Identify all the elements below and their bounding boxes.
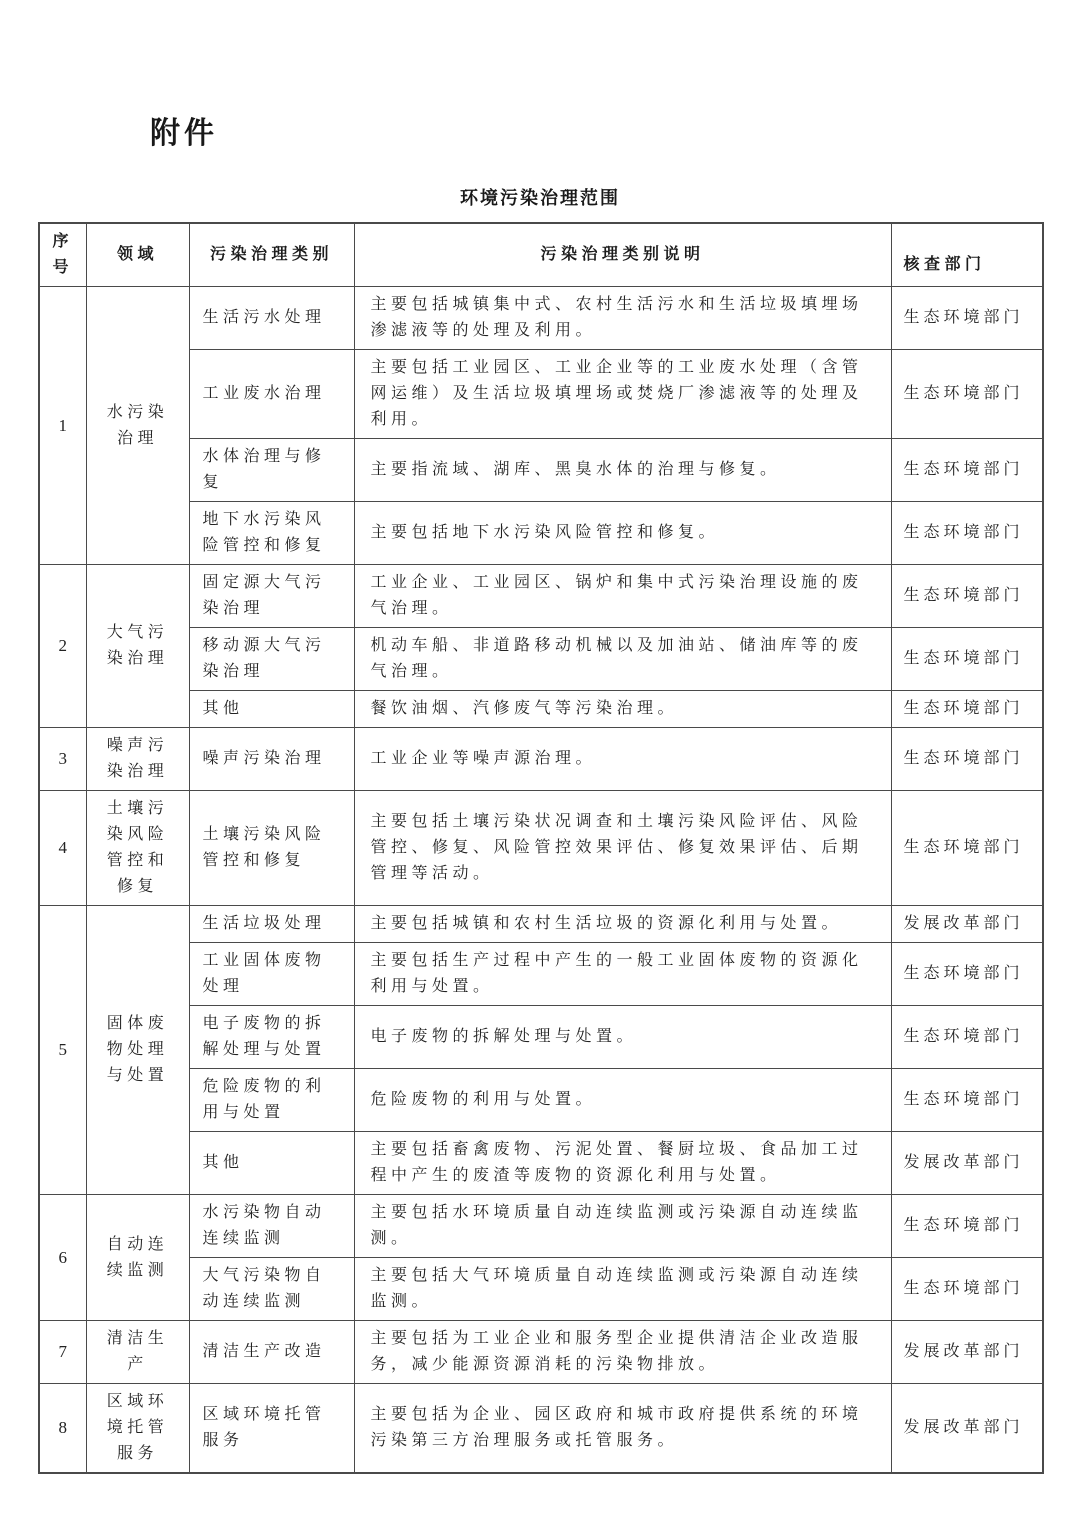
field-cell: 土壤污染风险管控和修复 — [86, 791, 189, 906]
index-cell: 5 — [39, 906, 86, 1195]
table-row — [39, 1321, 1043, 1384]
category-cell: 清洁生产改造 — [189, 1321, 354, 1384]
category-cell: 地下水污染风险管控和修复 — [189, 502, 354, 565]
table-row — [39, 1132, 1043, 1195]
table-row — [39, 791, 1043, 906]
table-row — [39, 1384, 1043, 1474]
field-cell: 清洁生产 — [86, 1321, 189, 1384]
category-cell: 区域环境托管服务 — [189, 1384, 354, 1474]
department-cell: 生态环境部门 — [891, 791, 1043, 906]
description-cell: 餐饮油烟、汽修废气等污染治理。 — [354, 691, 891, 728]
table-title: 环境污染治理范围 — [460, 188, 620, 208]
table-row — [39, 906, 1043, 943]
field-cell: 区域环境托管服务 — [86, 1384, 189, 1474]
table-row — [39, 628, 1043, 691]
department-cell: 发展改革部门 — [891, 1132, 1043, 1195]
category-cell: 生活垃圾处理 — [189, 906, 354, 943]
table-row — [39, 1006, 1043, 1069]
field-cell: 水污染治理 — [86, 287, 189, 565]
attachment-label: 附件 — [150, 117, 218, 150]
header-row — [39, 223, 1043, 287]
description-cell: 工业企业、工业园区、锅炉和集中式污染治理设施的废气治理。 — [354, 565, 891, 628]
description-cell: 主要包括为工业企业和服务型企业提供清洁企业改造服务，减少能源资源消耗的污染物排放。 — [354, 1321, 891, 1384]
department-cell: 发展改革部门 — [891, 906, 1043, 943]
table-row — [39, 565, 1043, 628]
description-cell: 主要包括地下水污染风险管控和修复。 — [354, 502, 891, 565]
department-cell: 生态环境部门 — [891, 1195, 1043, 1258]
table-row — [39, 943, 1043, 1006]
description-cell: 主要包括水环境质量自动连续监测或污染源自动连续监测。 — [354, 1195, 891, 1258]
department-cell: 生态环境部门 — [891, 1069, 1043, 1132]
description-cell: 主要包括工业园区、工业企业等的工业废水处理（含管网运维）及生活垃圾填埋场或焚烧厂渗滤液等的处理及利用。 — [354, 350, 891, 439]
department-cell: 生态环境部门 — [891, 691, 1043, 728]
table-row — [39, 350, 1043, 439]
department-cell: 生态环境部门 — [891, 502, 1043, 565]
description-cell: 机动车船、非道路移动机械以及加油站、储油库等的废气治理。 — [354, 628, 891, 691]
category-cell: 噪声污染治理 — [189, 728, 354, 791]
category-cell: 危险废物的利用与处置 — [189, 1069, 354, 1132]
category-cell: 移动源大气污染治理 — [189, 628, 354, 691]
field-cell: 自动连续监测 — [86, 1195, 189, 1321]
description-cell: 主要包括城镇集中式、农村生活污水和生活垃圾填埋场渗滤液等的处理及利用。 — [354, 287, 891, 350]
table-row — [39, 287, 1043, 350]
table-row — [39, 502, 1043, 565]
description-cell: 主要指流域、湖库、黑臭水体的治理与修复。 — [354, 439, 891, 502]
category-cell: 生活污水处理 — [189, 287, 354, 350]
department-cell: 生态环境部门 — [891, 1258, 1043, 1321]
category-cell: 工业固体废物处理 — [189, 943, 354, 1006]
table-row — [39, 1258, 1043, 1321]
index-cell: 8 — [39, 1384, 86, 1474]
header-field: 领域 — [86, 223, 189, 287]
description-cell: 主要包括生产过程中产生的一般工业固体废物的资源化利用与处置。 — [354, 943, 891, 1006]
table-row — [39, 691, 1043, 728]
department-cell: 生态环境部门 — [891, 565, 1043, 628]
index-cell: 3 — [39, 728, 86, 791]
header-category: 污染治理类别 — [189, 223, 354, 287]
field-cell: 固体废物处理与处置 — [86, 906, 189, 1195]
header-description: 污染治理类别说明 — [354, 223, 891, 287]
index-cell: 1 — [39, 287, 86, 565]
category-cell: 固定源大气污染治理 — [189, 565, 354, 628]
field-cell: 大气污染治理 — [86, 565, 189, 728]
category-cell: 水污染物自动连续监测 — [189, 1195, 354, 1258]
table-row — [39, 728, 1043, 791]
description-cell: 危险废物的利用与处置。 — [354, 1069, 891, 1132]
index-cell: 2 — [39, 565, 86, 728]
table-row — [39, 1069, 1043, 1132]
table-row — [39, 439, 1043, 502]
index-cell: 7 — [39, 1321, 86, 1384]
category-cell: 工业废水治理 — [189, 350, 354, 439]
header-index: 序号 — [39, 223, 86, 287]
category-cell: 大气污染物自动连续监测 — [189, 1258, 354, 1321]
department-cell: 发展改革部门 — [891, 1384, 1043, 1474]
department-cell: 发展改革部门 — [891, 1321, 1043, 1384]
description-cell: 主要包括畜禽废物、污泥处置、餐厨垃圾、食品加工过程中产生的废渣等废物的资源化利用与处置。 — [354, 1132, 891, 1195]
department-cell: 生态环境部门 — [891, 439, 1043, 502]
field-cell: 噪声污染治理 — [86, 728, 189, 791]
category-cell: 水体治理与修复 — [189, 439, 354, 502]
description-cell: 主要包括为企业、园区政府和城市政府提供系统的环境污染第三方治理服务或托管服务。 — [354, 1384, 891, 1474]
department-cell: 生态环境部门 — [891, 943, 1043, 1006]
department-cell: 生态环境部门 — [891, 1006, 1043, 1069]
category-cell: 电子废物的拆解处理与处置 — [189, 1006, 354, 1069]
description-cell: 主要包括大气环境质量自动连续监测或污染源自动连续监测。 — [354, 1258, 891, 1321]
department-cell: 生态环境部门 — [891, 350, 1043, 439]
index-cell: 4 — [39, 791, 86, 906]
department-cell: 生态环境部门 — [891, 728, 1043, 791]
description-cell: 主要包括土壤污染状况调查和土壤污染风险评估、风险管控、修复、风险管控效果评估、修复效果评估、后期管理等活动。 — [354, 791, 891, 906]
description-cell: 工业企业等噪声源治理。 — [354, 728, 891, 791]
description-cell: 主要包括城镇和农村生活垃圾的资源化利用与处置。 — [354, 906, 891, 943]
description-cell: 电子废物的拆解处理与处置。 — [354, 1006, 891, 1069]
pollution-scope-table — [38, 222, 1044, 1474]
department-cell: 生态环境部门 — [891, 628, 1043, 691]
header-department: 核查部门 — [891, 223, 1043, 287]
category-cell: 其他 — [189, 1132, 354, 1195]
index-cell: 6 — [39, 1195, 86, 1321]
department-cell: 生态环境部门 — [891, 287, 1043, 350]
category-cell: 土壤污染风险管控和修复 — [189, 791, 354, 906]
category-cell: 其他 — [189, 691, 354, 728]
table-row — [39, 1195, 1043, 1258]
